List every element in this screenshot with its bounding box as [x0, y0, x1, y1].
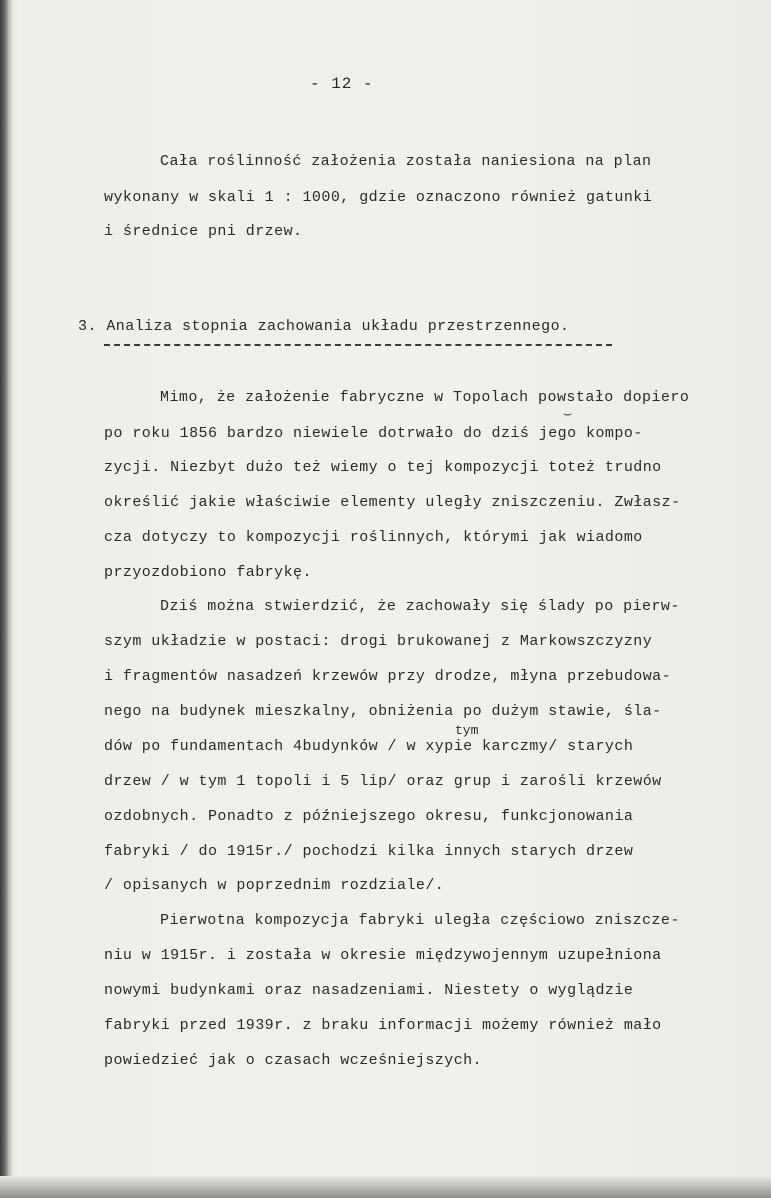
paragraph-2-line: zycji. Niezbyt dużo też wiemy o tej kompozycji toteż trudno	[104, 459, 662, 476]
paragraph-3-line: i fragmentów nasadzeń krzewów przy drodze, młyna przebudowa-	[104, 668, 672, 685]
paragraph-1-line: wykonany w skali 1 : 1000, gdzie oznaczono również gatunki	[104, 189, 653, 206]
section-heading: 3. Analiza stopnia zachowania układu przestrzennego.	[78, 318, 570, 335]
paragraph-1-line: i średnice pni drzew.	[104, 223, 303, 240]
paragraph-4-line: Pierwotna kompozycja fabryki uległa częściowo zniszcze-	[160, 912, 680, 929]
paragraph-3-line: Dziś można stwierdzić, że zachowały się ślady po pierw-	[160, 598, 680, 615]
paragraph-3-line: ozdobnych. Ponadto z późniejszego okresu, funkcjonowania	[104, 808, 634, 825]
paragraph-1-line: Cała roślinność założenia została naniesiona na plan	[160, 153, 652, 170]
paragraph-3-line: fabryki / do 1915r./ pochodzi kilka innych starych drzew	[104, 843, 634, 860]
paragraph-4-line: niu w 1915r. i została w okresie międzywojennym uzupełniona	[104, 947, 662, 964]
paragraph-2-line: przyozdobiono fabrykę.	[104, 564, 312, 581]
paragraph-3-line: drzew / w tym 1 topoli i 5 lip/ oraz grup i zarośli krzewów	[104, 773, 662, 790]
paragraph-4-line: powiedzieć jak o czasach wcześniejszych.	[104, 1052, 483, 1069]
paragraph-2-line: cza dotyczy to kompozycji roślinnych, którymi jak wiadomo	[104, 529, 643, 546]
paragraph-2-line: Mimo, że założenie fabryczne w Topolach powstało dopiero	[160, 389, 690, 406]
paragraph-3-line: dów po fundamentach 4budynków / w xypie karczmy/ starych	[104, 738, 634, 755]
paragraph-4-line: nowymi budynkami oraz nasadzeniami. Niestety o wyglądzie	[104, 982, 634, 999]
binding-edge	[0, 0, 12, 1198]
paragraph-3-line: / opisanych w poprzednim rozdziale/.	[104, 877, 445, 894]
paragraph-4-line: fabryki przed 1939r. z braku informacji możemy również mało	[104, 1017, 662, 1034]
paragraph-2-line: po roku 1856 bardzo niewiele dotrwało do dziś jego kompo-	[104, 425, 643, 442]
heading-underline	[104, 344, 612, 346]
paragraph-2-line: określić jakie właściwie elementy uległy zniszczeniu. Zwłasz-	[104, 494, 681, 511]
paragraph-3-line: nego na budynek mieszkalny, obniżenia po dużym stawie, śla-	[104, 703, 662, 720]
paragraph-3-line: szym układzie w postaci: drogi brukowanej z Markowszczyzny	[104, 633, 653, 650]
correction-mark: ⌣	[563, 407, 573, 423]
interlinear-correction: tym	[455, 723, 479, 738]
page-bottom-edge	[0, 1176, 771, 1198]
page-number: - 12 -	[310, 75, 374, 93]
